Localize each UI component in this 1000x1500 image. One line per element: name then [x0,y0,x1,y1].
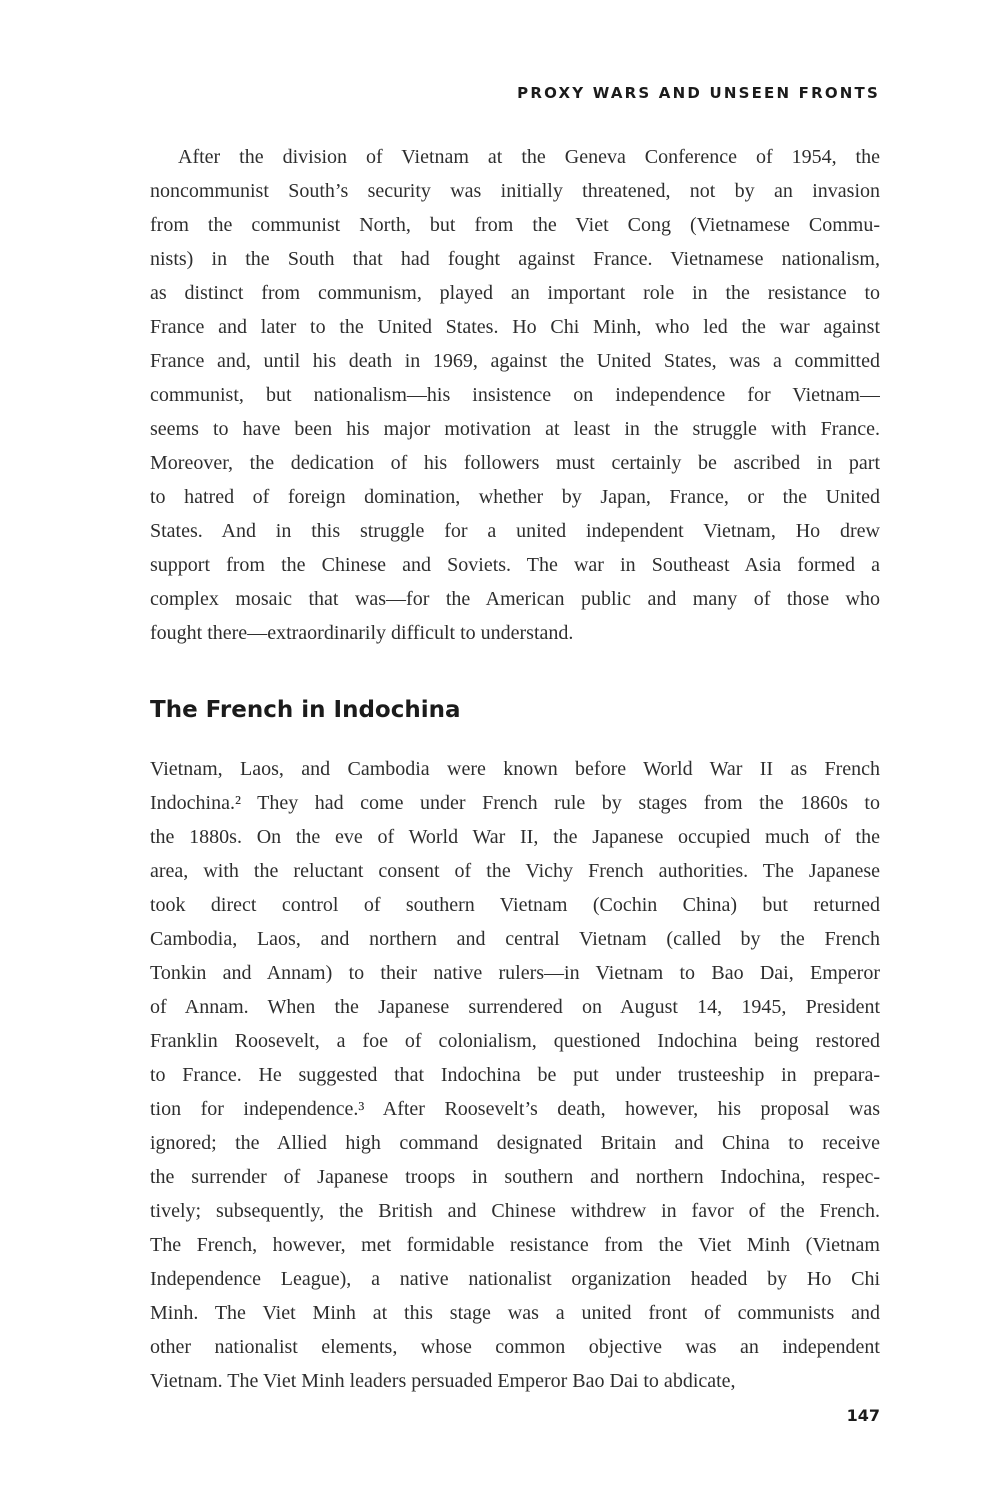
paragraph-french-indochina [150,752,880,1398]
text-line: After the division of Vietnam at the Geneva Conference of 1954, the [178,146,880,168]
text-line: Franklin Roosevelt, a foe of colonialism, questioned Indochina being restored [150,1030,880,1052]
text-line: nists) in the South that had fought against France. Vietnamese nationalism, [150,248,880,270]
text-line: communist, but nationalism—his insistence on independence for Vietnam— [150,384,880,406]
text-line: the 1880s. On the eve of World War II, the Japanese occupied much of the [150,826,880,848]
page-number: 147 [846,1406,880,1425]
section-heading: The French in Indochina [150,697,461,723]
text-line: as distinct from communism, played an important role in the resistance to [150,282,880,304]
running-head: PROXY WARS AND UNSEEN FRONTS [517,84,880,102]
paragraph-geneva-division [150,140,880,650]
page-content [150,0,880,1425]
text-line: Tonkin and Annam) to their native rulers—in Vietnam to Bao Dai, Emperor [150,962,880,984]
text-line: seems to have been his major motivation at least in the struggle with France. [150,418,880,440]
text-line: fought there—extraordinarily difficult to understand. [150,622,574,644]
text-line: took direct control of southern Vietnam (Cochin China) but returned [150,894,880,916]
text-line: other nationalist elements, whose common objective was an independent [150,1336,880,1358]
text-line: complex mosaic that was—for the American public and many of those who [150,588,880,610]
text-line: The French, however, met formidable resistance from the Viet Minh (Vietnam [150,1234,880,1256]
text-line: France and, until his death in 1969, against the United States, was a committed [150,350,880,372]
text-line: States. And in this struggle for a united independent Vietnam, Ho drew [150,520,880,542]
text-line: France and later to the United States. Ho Chi Minh, who led the war against [150,316,880,338]
text-line: tively; subsequently, the British and Chinese withdrew in favor of the French. [150,1200,880,1222]
text-line: Indochina.² They had come under French rule by stages from the 1860s to [150,792,880,814]
text-line: from the communist North, but from the Viet Cong (Vietnamese Commu- [150,214,880,236]
text-line: Vietnam, Laos, and Cambodia were known before World War II as French [150,758,880,780]
text-line: Vietnam. The Viet Minh leaders persuaded Emperor Bao Dai to abdicate, [150,1370,736,1392]
text-line: support from the Chinese and Soviets. The war in Southeast Asia formed a [150,554,880,576]
text-line: to hatred of foreign domination, whether by Japan, France, or the United [150,486,880,508]
text-line: the surrender of Japanese troops in southern and northern Indochina, respec- [150,1166,880,1188]
text-line: Minh. The Viet Minh at this stage was a united front of communists and [150,1302,880,1324]
text-line: to France. He suggested that Indochina be put under trusteeship in prepara- [150,1064,880,1086]
text-line: area, with the reluctant consent of the Vichy French authorities. The Japanese [150,860,880,882]
text-line: tion for independence.³ After Roosevelt’s death, however, his proposal was [150,1098,880,1120]
text-line: ignored; the Allied high command designated Britain and China to receive [150,1132,880,1154]
text-line: of Annam. When the Japanese surrendered on August 14, 1945, President [150,996,880,1018]
text-line: Moreover, the dedication of his followers must certainly be ascribed in part [150,452,880,474]
text-line: Cambodia, Laos, and northern and central Vietnam (called by the French [150,928,880,950]
text-line: Independence League), a native nationalist organization headed by Ho Chi [150,1268,880,1290]
text-line: noncommunist South’s security was initially threatened, not by an invasion [150,180,880,202]
